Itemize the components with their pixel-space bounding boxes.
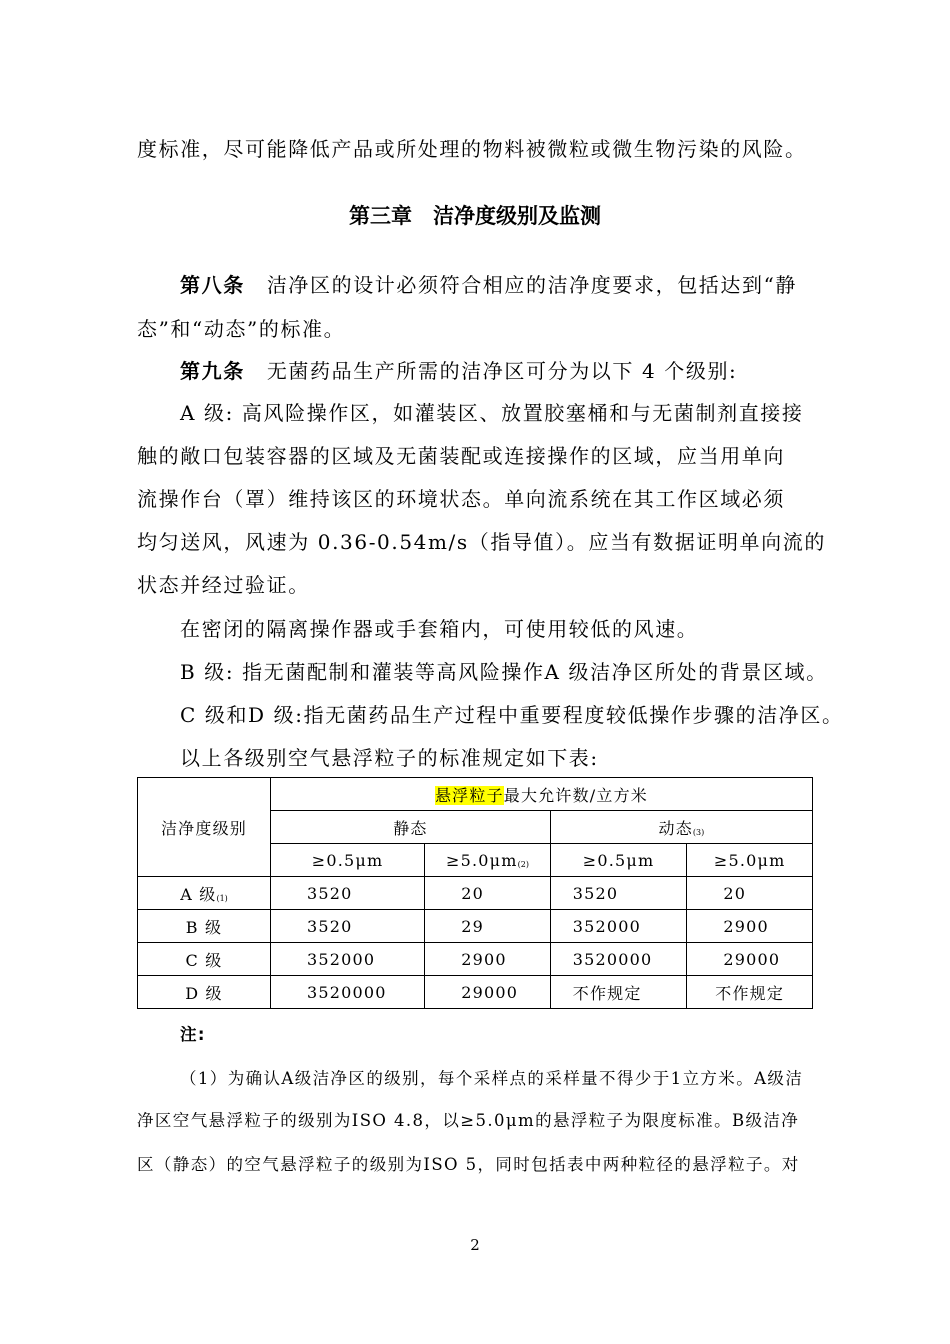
article-9-text: 无菌药品生产所需的洁净区可分为以下 4 个级别: (266, 359, 738, 383)
value-cell: 20 (425, 877, 551, 910)
value-cell: 29000 (425, 976, 551, 1009)
table-title-rest: 最大允许数/立方米 (503, 785, 648, 805)
article-8-line-1 (180, 272, 797, 298)
value-cell: 20 (687, 877, 813, 910)
article-8-label: 第八条 (180, 273, 245, 297)
isolator-line: 在密闭的隔离操作器或手套箱内，可使用较低的风速。 (180, 617, 699, 641)
value-cell: 不作规定 (687, 976, 813, 1009)
grade-column-header: 洁净度级别 (138, 778, 271, 877)
page-number: 2 (470, 1236, 480, 1254)
article-8-line-2: 态”和“动态”的标准。 (137, 317, 346, 341)
article-8-text: 洁净区的设计必须符合相应的洁净度要求，包括达到“静 (266, 273, 798, 297)
grade-a-line: A 级: 高风险操作区，如灌装区、放置胶塞桶和与无菌制剂直接接 (180, 401, 804, 425)
table-title-cell (271, 778, 813, 811)
grade-cell: D 级 (138, 976, 271, 1009)
note-line: （1）为确认A级洁净区的级别，每个采样点的采样量不得少于1立方米。A级洁 (180, 1069, 804, 1088)
value-cell: 352000 (271, 943, 425, 976)
value-cell: 29 (425, 910, 551, 943)
particle-limits-table (137, 777, 813, 1009)
article-9-label: 第九条 (180, 359, 245, 383)
size-footnote: (2) (517, 859, 529, 869)
size-header: ≥5.0μm (687, 844, 813, 877)
grade-cell: C 级 (138, 943, 271, 976)
table-header-row (138, 778, 813, 811)
value-cell: 3520000 (550, 943, 687, 976)
value-cell: 29000 (687, 943, 813, 976)
body-paragraph-intro: 度标准，尽可能降低产品或所处理的物料被微粒或微生物污染的风险。 (137, 137, 807, 161)
table-row (138, 976, 813, 1009)
dynamic-label: 动态 (658, 818, 693, 838)
static-header: 静态 (271, 811, 551, 844)
notes-heading: 注: (180, 1025, 206, 1044)
grade-cell (138, 877, 271, 910)
grade-b-line: B 级: 指无菌配制和灌装等高风险操作A 级洁净区所处的背景区域。 (180, 660, 828, 684)
grade-a-line: 均匀送风，风速为 0.36-0.54m/s（指导值）。应当有数据证明单向流的 (137, 530, 826, 554)
value-cell: 352000 (550, 910, 687, 943)
table-intro-line: 以上各级别空气悬浮粒子的标准规定如下表: (180, 746, 599, 770)
grade-a-line: 流操作台（罩）维持该区的环境状态。单向流系统在其工作区域必须 (137, 487, 785, 511)
grade-cd-line: C 级和D 级:指无菌药品生产过程中重要程度较低操作步骤的洁净区。 (180, 703, 844, 727)
note-line: 区（静态）的空气悬浮粒子的级别为ISO 5，同时包括表中两种粒径的悬浮粒子。对 (137, 1155, 800, 1174)
grade-footnote: (1) (216, 893, 228, 903)
grade-a-line: 触的敞口包装容器的区域及无菌装配或连接操作的区域，应当用单向 (137, 444, 785, 468)
size-header: ≥0.5μm (271, 844, 425, 877)
grade-cell: B 级 (138, 910, 271, 943)
value-cell: 2900 (425, 943, 551, 976)
size-header: ≥0.5μm (550, 844, 687, 877)
table-row (138, 943, 813, 976)
table-row (138, 877, 813, 910)
grade-a-line: 状态并经过验证。 (137, 573, 310, 597)
value-cell: 3520 (271, 910, 425, 943)
grade-label: A 级 (180, 884, 217, 904)
value-cell: 3520 (271, 877, 425, 910)
size-label: ≥5.0μm (446, 850, 518, 870)
note-line: 净区空气悬浮粒子的级别为ISO 4.8，以≥5.0μm的悬浮粒子为限度标准。B级洁净 (137, 1111, 800, 1130)
value-cell: 2900 (687, 910, 813, 943)
article-9-line-1 (180, 358, 737, 384)
size-header (425, 844, 551, 877)
chapter-title: 第三章 洁净度级别及监测 (349, 204, 601, 228)
dynamic-footnote: (3) (692, 827, 705, 837)
dynamic-header (550, 811, 812, 844)
highlighted-text: 悬浮粒子 (434, 785, 504, 805)
value-cell: 3520000 (271, 976, 425, 1009)
value-cell: 3520 (550, 877, 687, 910)
value-cell: 不作规定 (550, 976, 687, 1009)
table-row (138, 910, 813, 943)
